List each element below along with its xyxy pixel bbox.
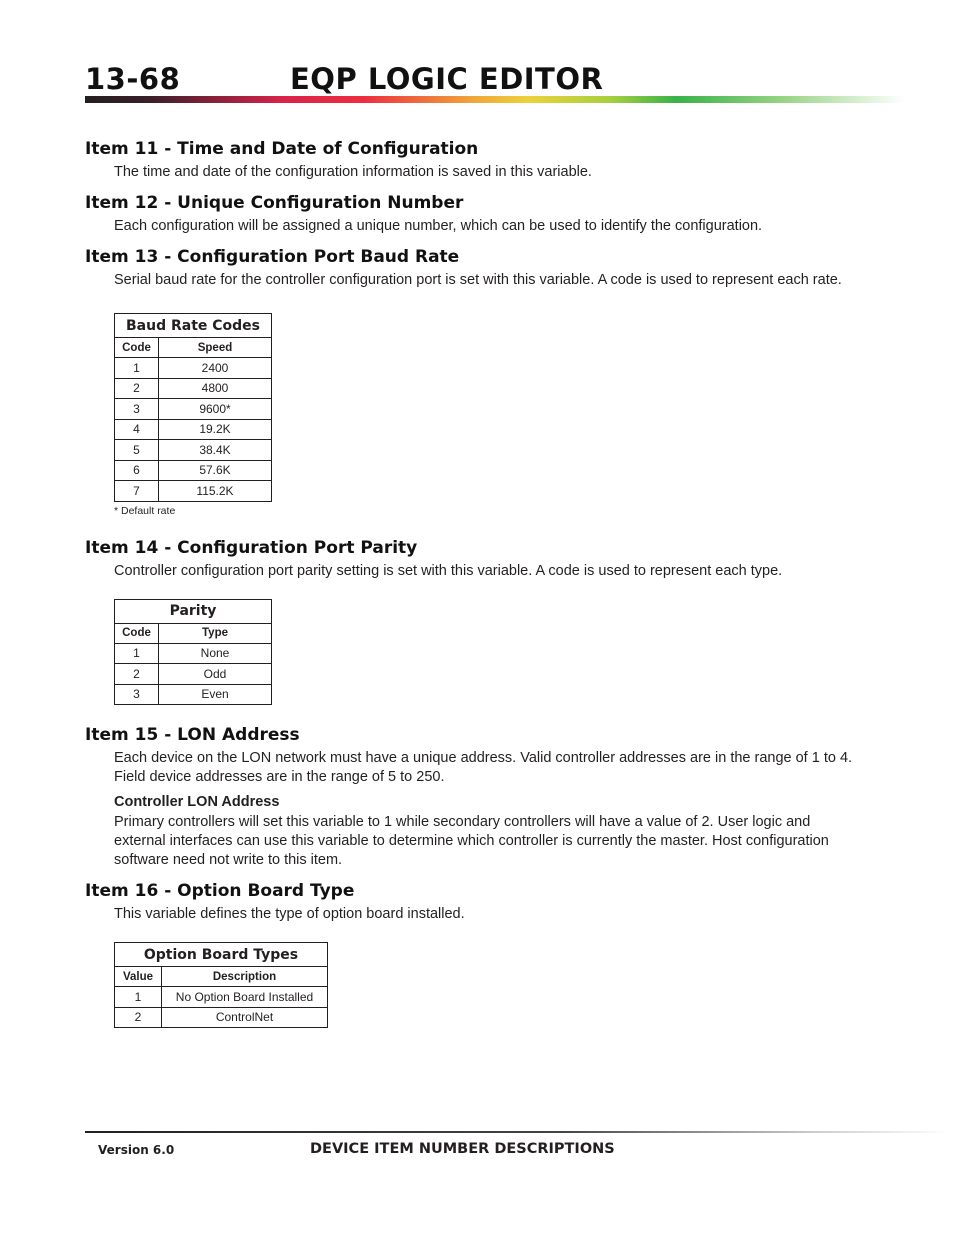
column-header: Code bbox=[115, 623, 159, 643]
table-cell: 5 bbox=[115, 440, 159, 461]
item-14-text: Controller configuration port parity setting is set with this variable. A code is used to represent each type. bbox=[114, 562, 783, 579]
default-rate-note: * Default rate bbox=[114, 504, 176, 517]
column-header: Description bbox=[162, 967, 328, 987]
table-cell: ControlNet bbox=[162, 1007, 328, 1028]
table-cell: 4 bbox=[115, 419, 159, 440]
table-row bbox=[115, 440, 272, 461]
column-header: Code bbox=[115, 338, 159, 358]
item-15-text: Each device on the LON network must have a unique address. Valid controller addresses are in the range of 1 to 4. Field device addresses are in the range of 5 to 250. bbox=[114, 750, 853, 785]
option-board-table bbox=[114, 942, 328, 1028]
table-row bbox=[115, 481, 272, 502]
item-15-section bbox=[85, 722, 865, 870]
table-row bbox=[115, 358, 272, 379]
item-13-heading: Item 13 - Configuration Port Baud Rate bbox=[85, 247, 460, 267]
footer-divider bbox=[85, 1131, 950, 1133]
table-cell: 115.2K bbox=[159, 481, 272, 502]
table-cell: 57.6K bbox=[159, 460, 272, 481]
table-cell: 6 bbox=[115, 460, 159, 481]
table-caption: Baud Rate Codes bbox=[115, 314, 272, 338]
table-cell: 2 bbox=[115, 664, 159, 685]
item-16-heading: Item 16 - Option Board Type bbox=[85, 881, 355, 901]
item-11-section bbox=[85, 136, 865, 182]
table-cell: 2400 bbox=[159, 358, 272, 379]
table-row bbox=[115, 684, 272, 705]
table-cell: None bbox=[159, 643, 272, 664]
item-12-section bbox=[85, 190, 865, 236]
table-caption: Parity bbox=[115, 599, 272, 623]
table-caption: Option Board Types bbox=[115, 943, 328, 967]
table-cell: 1 bbox=[115, 643, 159, 664]
table-cell: 38.4K bbox=[159, 440, 272, 461]
table-cell: 3 bbox=[115, 684, 159, 705]
footer-section-title: DEVICE ITEM NUMBER DESCRIPTIONS bbox=[310, 1141, 615, 1157]
column-header: Value bbox=[115, 967, 162, 987]
column-header: Speed bbox=[159, 338, 272, 358]
table-cell: 3 bbox=[115, 399, 159, 420]
table-cell: 4800 bbox=[159, 378, 272, 399]
table-row bbox=[115, 987, 328, 1008]
table-cell: 2 bbox=[115, 378, 159, 399]
item-16-text: This variable defines the type of option board installed. bbox=[114, 906, 465, 922]
table-cell: 7 bbox=[115, 481, 159, 502]
item-12-heading: Item 12 - Unique Configuration Number bbox=[85, 193, 464, 213]
table-row bbox=[115, 1007, 328, 1028]
table-row bbox=[115, 664, 272, 685]
table-cell: 2 bbox=[115, 1007, 162, 1028]
table-row bbox=[115, 643, 272, 664]
table-cell: Odd bbox=[159, 664, 272, 685]
parity-table bbox=[114, 599, 272, 706]
item-11-text: The time and date of the configuration information is saved in this variable. bbox=[114, 164, 592, 180]
item-12-text: Each configuration will be assigned a unique number, which can be used to identify the configuration. bbox=[114, 218, 763, 234]
item-14-heading: Item 14 - Configuration Port Parity bbox=[85, 537, 418, 558]
table-cell: Even bbox=[159, 684, 272, 705]
page-content bbox=[85, 136, 865, 1030]
item-14-section bbox=[85, 535, 865, 706]
page-title: EQP LOGIC EDITOR bbox=[290, 62, 604, 96]
item-15-heading: Item 15 - LON Address bbox=[85, 725, 300, 745]
table-cell: 19.2K bbox=[159, 419, 272, 440]
table-row bbox=[115, 378, 272, 399]
item-16-section bbox=[85, 878, 865, 1028]
controller-lon-address-text: Primary controllers will set this variable to 1 while secondary controllers will have a value of 2. User logic and external interfaces can use this variable to determine which controller is currently the master. Host configuration software need not write to this item. bbox=[114, 814, 829, 868]
item-13-section bbox=[85, 244, 865, 517]
page-number: 13-68 bbox=[85, 62, 181, 96]
table-row bbox=[115, 399, 272, 420]
header-gradient-bar bbox=[85, 96, 905, 103]
table-row bbox=[115, 460, 272, 481]
table-row bbox=[115, 419, 272, 440]
table-cell: 1 bbox=[115, 358, 159, 379]
column-header: Type bbox=[159, 623, 272, 643]
table-cell: 9600* bbox=[159, 399, 272, 420]
controller-lon-address-subheading: Controller LON Address bbox=[114, 794, 280, 810]
item-11-heading: Item 11 - Time and Date of Configuration bbox=[85, 139, 479, 159]
item-13-text: Serial baud rate for the controller configuration port is set with this variable. A code is used to represent each rate. bbox=[114, 272, 842, 288]
table-cell: 1 bbox=[115, 987, 162, 1008]
table-cell: No Option Board Installed bbox=[162, 987, 328, 1008]
footer-version: Version 6.0 bbox=[98, 1143, 175, 1157]
baud-rate-table bbox=[114, 313, 272, 502]
